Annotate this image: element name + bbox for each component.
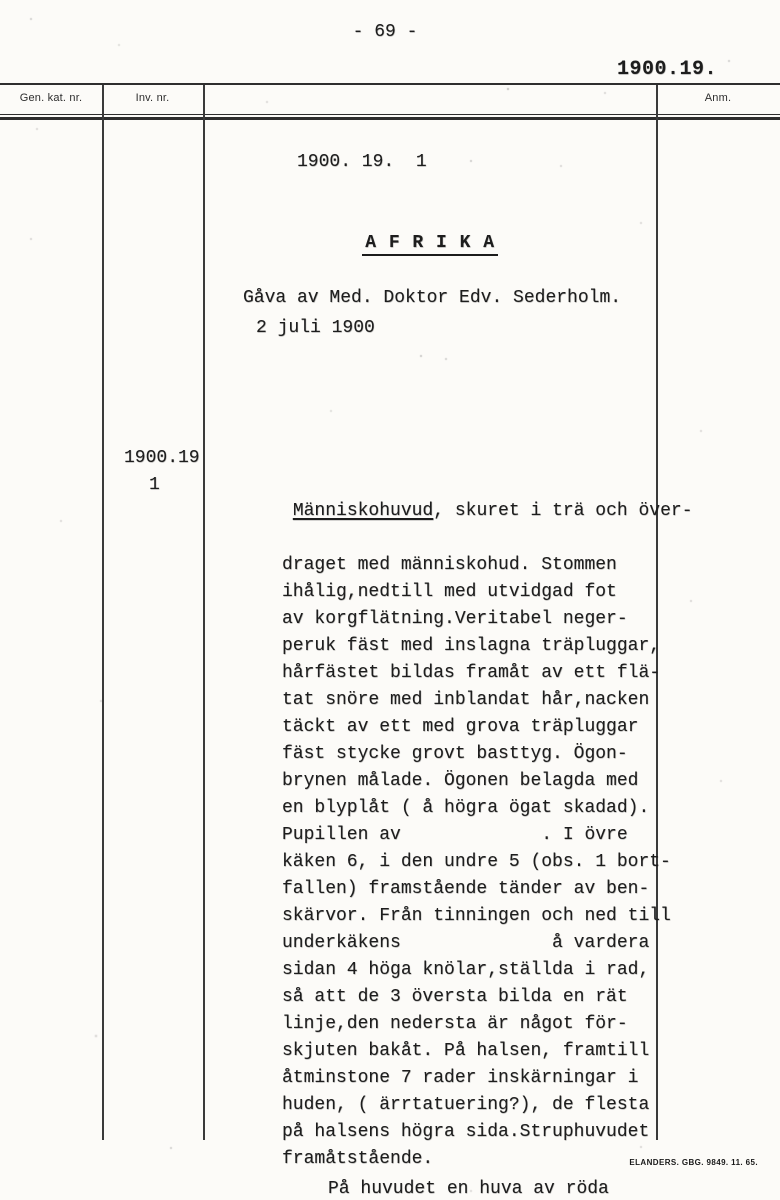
description-line: framåtstående. [282,1149,434,1169]
description-lead-rest: , skuret i trä och över- [433,501,693,521]
description-first-line [228,471,708,552]
column-header-gen-kat-nr: Gen. kat. nr. [19,92,83,104]
description-line: en blyplåt ( å högra ögat skadad). [282,798,650,818]
description-line: åtminstone 7 rader inskärningar i [282,1068,639,1088]
scan-noise [0,0,2,2]
page-number: - 69 - [352,22,418,42]
column-rule-1 [102,85,104,1140]
description-lead-word: Människohuvud [292,501,434,521]
donor-line: Gåva av Med. Doktor Edv. Sederholm. [243,288,622,308]
description-line: underkäkens å vardera [282,933,650,953]
header-bottom-rule-thin [0,114,780,115]
description-line: täckt av ett med grova träpluggar [282,717,639,737]
description-line: brynen målade. Ögonen belagda med [282,771,639,791]
inventory-number: 1900.19 [124,448,200,468]
description-line: av korgflätning.Veritabel neger- [282,609,628,629]
description-line: sidan 4 höga knölar,ställda i rad, [282,960,650,980]
object-description [228,471,708,1200]
inventory-sub-number: 1 [149,475,160,495]
description-line: käken 6, i den undre 5 (obs. 1 bort- [282,852,671,872]
description-line: huden, ( ärrtatuering?), de flesta [282,1095,650,1115]
description-line: ihålig,nedtill med utvidgad fot [282,582,617,602]
description-line: på halsens högra sida.Struphuvudet [282,1122,650,1142]
description-closing-line: På huvudet en huva av röda [328,1179,609,1199]
date-line: 2 juli 1900 [256,318,375,338]
description-line: tat snöre med inblandat hår,nacken [282,690,650,710]
description-line: linje,den nedersta är något för- [282,1014,628,1034]
entry-heading-number: 1900. 19. 1 [297,152,427,172]
catalog-reference: 1900.19. [617,58,718,81]
description-line: så att de 3 översta bilda en rät [282,987,628,1007]
printer-mark: ELANDERS. GBG. 9849. 11. 65. [629,1158,758,1167]
column-header-anm: Anm. [704,92,732,104]
description-line: peruk fäst med inslagna träpluggar, [282,636,661,656]
section-title-text: A F R I K A [362,233,498,256]
header-bottom-rule-thick [0,117,780,120]
section-title [319,203,498,284]
description-line: skjuten bakåt. På halsen, framtill [282,1041,650,1061]
description-line: hårfästet bildas framåt av ett flä- [282,663,661,683]
description-continuation [228,552,708,1173]
column-rule-2 [203,85,205,1140]
description-line: skärvor. Från tinningen och ned till [282,906,671,926]
description-line: fallen) framstående tänder av ben- [282,879,650,899]
column-header-inv-nr: Inv. nr. [135,92,170,104]
description-line: draget med människohud. Stommen [282,555,617,575]
description-line: Pupillen av . I övre [282,825,628,845]
description-line: fäst stycke grovt basttyg. Ögon- [282,744,628,764]
table-top-rule [0,83,780,85]
